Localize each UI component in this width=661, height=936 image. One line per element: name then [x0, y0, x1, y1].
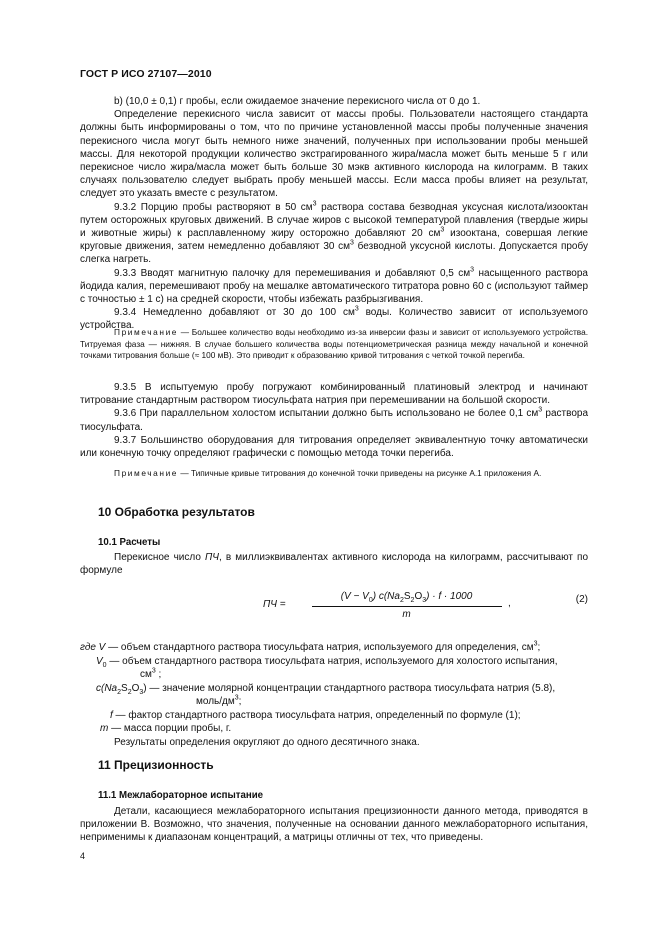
- note-text: — Типичные кривые титрования до конечной точки приведены на рисунке А.1 приложения А.: [178, 468, 542, 478]
- page-number: 4: [80, 851, 86, 861]
- where-v0: $V_0$ — объем стандартного раствора тиосульфата натрия, используемого для холостого испытания,: [96, 656, 558, 669]
- item-b: b) (10,0 ± 0,1) г пробы, если ожидаемое значение перекисного числа от 0 до 1.: [114, 96, 481, 107]
- note-text: — Большее количество воды необходимо из-за инверсии фазы и зависит от используемого устройства. Титруемая фаза — нижняя. В случае большего количества воды потенциометрическая разница между начальной и конечной точками титрования больше (≈ 100 мВ). Это приводит к образованию кривой титрования с четкой точкой перегиба.: [80, 327, 588, 361]
- paragraph-sample-mass: Определение перекисного числа зависит от массы пробы. Пользователи настоящего стандарта должны быть информированы о том, что по причине установленной массы пробы полученные значения перекисного числа могут быть немного ниже значений, полученных при использовании пробы меньшей массы. Для некоторой продукции количество экстрагированного жира/масла может быть меньше 5 г или перекисное число жира/масла может быть больше 30 мэкв активного кислорода на килограмм. В таких случаях пользователю следует выбрать пробу меньшей массы. Если масса пробы влияет на результат, следует это указать вместе с результатом.: [80, 109, 588, 200]
- note-label: Примечание: [114, 468, 179, 478]
- section-10-heading: 10 Обработка результатов: [98, 505, 255, 519]
- formula-2: [80, 588, 588, 630]
- formula-lhs: ПЧ =: [263, 599, 286, 610]
- interlab-paragraph: Детали, касающиеся межлабораторного испытания прецизионности данного метода, приводятся в приложении В. Возможно, что значения, полученные на основании данного межлабораторного испытания, неприменимы к диапазонам концентраций, а матрицы отличны от тех, что приведены.: [80, 806, 588, 844]
- formula-denominator: m: [402, 609, 411, 620]
- section-9-body-continued: [80, 381, 588, 460]
- where-f: f — фактор стандартного раствора тиосульфата натрия, определенный по формуле (1);: [110, 710, 521, 721]
- paragraph-9-3-5: 9.3.5 В испытуемую пробу погружают комбинированный платиновый электрод и начинают титрование стандартным раствором тиосульфата натрия при перемешивании на большой скорости.: [80, 382, 588, 407]
- where-concentration: $c(Na_2S_2O_3)$ — значение молярной концентрации стандартного раствора тиосульфата натрия (5.8),: [96, 683, 556, 696]
- note-2: [80, 468, 588, 480]
- section-9-body: [80, 95, 588, 333]
- note-1: [80, 327, 588, 362]
- paragraph-9-3-4: 9.3.4 Немедленно добавляют от 30 до 100 $см^3$ воды. Количество зависит от используемого устройства.: [80, 305, 588, 332]
- formula-number: (2): [575, 594, 588, 605]
- section-10-1-heading: 10.1 Расчеты: [98, 537, 161, 548]
- where-concentration-continued: моль/$дм^3$;: [196, 694, 242, 707]
- section-11-heading: 11 Прецизионность: [98, 758, 214, 772]
- calc-intro: Перекисное число ПЧ, в миллиэквивалентах активного кислорода на килограмм, рассчитывают по формуле: [80, 552, 589, 577]
- fraction-bar: [312, 606, 502, 607]
- note-label: Примечание: [114, 327, 179, 337]
- paragraph-9-3-2: 9.3.2 Порцию пробы растворяют в 50 $см^3$ раствора состава безводная уксусная кислота/изооктан путем осторожных круговых движений. В случае жиров с высокой температурой плавления (твердые жиры и животные жиры) к расплавленному жиру осторожно добавляют 20 $см^3$ изооктана, совершая легкие круговые движения, затем немедленно добавляют 30 $см^3$ безводной уксусной кислоты. Допускается пробу слегка нагреть.: [80, 200, 588, 266]
- formula-numerator: $(V - V_0)$ $c(Na_2S_2O_3) \cdot f \cdot 1000$: [340, 591, 473, 604]
- rounding-note: Результаты определения округляют до одного десятичного знака.: [114, 737, 420, 748]
- where-v0-continued: $см^3$ ;: [140, 667, 162, 680]
- section-11-1-heading: 11.1 Межлабораторное испытание: [98, 790, 264, 801]
- formula-comma: ,: [508, 598, 511, 609]
- paragraph-9-3-6: 9.3.6 При параллельном холостом испытании должно быть использовано не более 0,1 $см^3$ раствора тиосульфата.: [80, 407, 589, 433]
- paragraph-9-3-7: 9.3.7 Большинство оборудования для титрования определяет эквивалентную точку автоматически или конечную точку определяют графически с помощью метода точки перегиба.: [80, 434, 588, 460]
- where-v: где V — объем стандартного раствора тиосульфата натрия, используемого для определения, $см^3$;: [80, 640, 541, 653]
- document-header: ГОСТ Р ИСО 27107—2010: [80, 68, 212, 80]
- paragraph-9-3-3: 9.3.3 Вводят магнитную палочку для перемешивания и добавляют 0,5 $см^3$ насыщенного раствора йодида калия, перемешивают пробу на мешалке автоматического титратора ровно 60 с (используют таймер с точностью ± 1 с) на средней скорости, чтобы избежать разбрызгивания.: [80, 266, 588, 306]
- where-m: m — масса порции пробы, г.: [100, 723, 232, 734]
